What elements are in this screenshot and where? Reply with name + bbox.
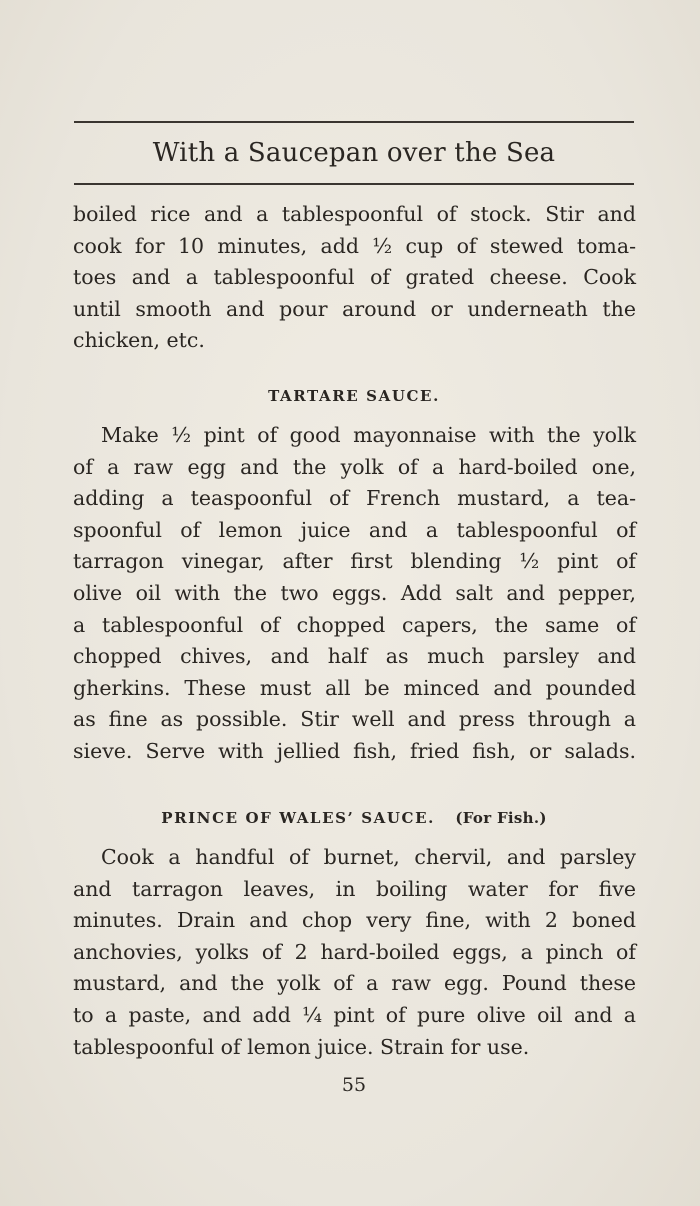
text-line: boiled rice and a tablespoonful of stock. Stir and — [73, 202, 636, 226]
text-line: adding a teaspoonful of French mustard, a tea- — [73, 486, 636, 511]
text-line: Cook a handful of burnet, chervil, and parsley — [101, 845, 636, 869]
text-line: olive oil with the two eggs. Add salt and pepper, — [73, 580, 636, 605]
text-line: cook for 10 minutes, add ½ cup of stewed toma- — [73, 233, 636, 258]
text-line: as fine as possible. Stir well and press through a — [73, 707, 636, 732]
text-line: Make ½ pint of good mayonnaise with the yolk — [101, 423, 636, 447]
section-heading-note: (For Fish.) — [455, 809, 547, 827]
text-line: and tarragon leaves, in boiling water for five — [73, 876, 636, 901]
section-heading-tartare — [74, 387, 634, 405]
header-rule-top — [74, 121, 634, 123]
text-line: tarragon vinegar, after first blending ½ pint of — [73, 549, 636, 574]
section-heading-prince-of-wales — [74, 809, 634, 827]
text-line: chopped chives, and half as much parsley and — [73, 644, 636, 669]
text-line: sieve. Serve with jellied fish, fried fish, or salads. — [73, 738, 636, 763]
text-line: to a paste, and add ¼ pint of pure olive oil and a — [73, 1002, 636, 1027]
page-number: 55 — [341, 1074, 367, 1096]
section-heading-text: PRINCE OF WALES’ SAUCE. — [161, 809, 435, 827]
text-line: spoonful of lemon juice and a tablespoonful of — [73, 517, 636, 542]
text-line: of a raw egg and the yolk of a hard-boiled one, — [73, 454, 636, 479]
text-line: chicken, etc. — [73, 328, 205, 353]
section-body-prince-of-wales — [73, 842, 636, 1063]
running-head: With a Saucepan over the Sea — [152, 138, 556, 168]
text-line: minutes. Drain and chop very fine, with 2 boned — [73, 908, 636, 933]
text-line: toes and a tablespoonful of grated cheese. Cook — [73, 265, 636, 290]
section-body-tartare — [73, 420, 636, 768]
intro-paragraph — [73, 199, 636, 357]
text-line: mustard, and the yolk of a raw egg. Pound these — [73, 971, 636, 996]
text-line: until smooth and pour around or underneath the — [73, 296, 636, 321]
section-heading-text: TARTARE SAUCE. — [268, 387, 440, 405]
text-line: a tablespoonful of chopped capers, the same of — [73, 612, 636, 637]
text-line: tablespoonful of lemon juice. Strain for use. — [73, 1034, 530, 1059]
header-rule-bottom — [74, 183, 634, 185]
text-line: gherkins. These must all be minced and pounded — [73, 675, 636, 700]
text-line: anchovies, yolks of 2 hard-boiled eggs, a pinch of — [73, 939, 636, 964]
